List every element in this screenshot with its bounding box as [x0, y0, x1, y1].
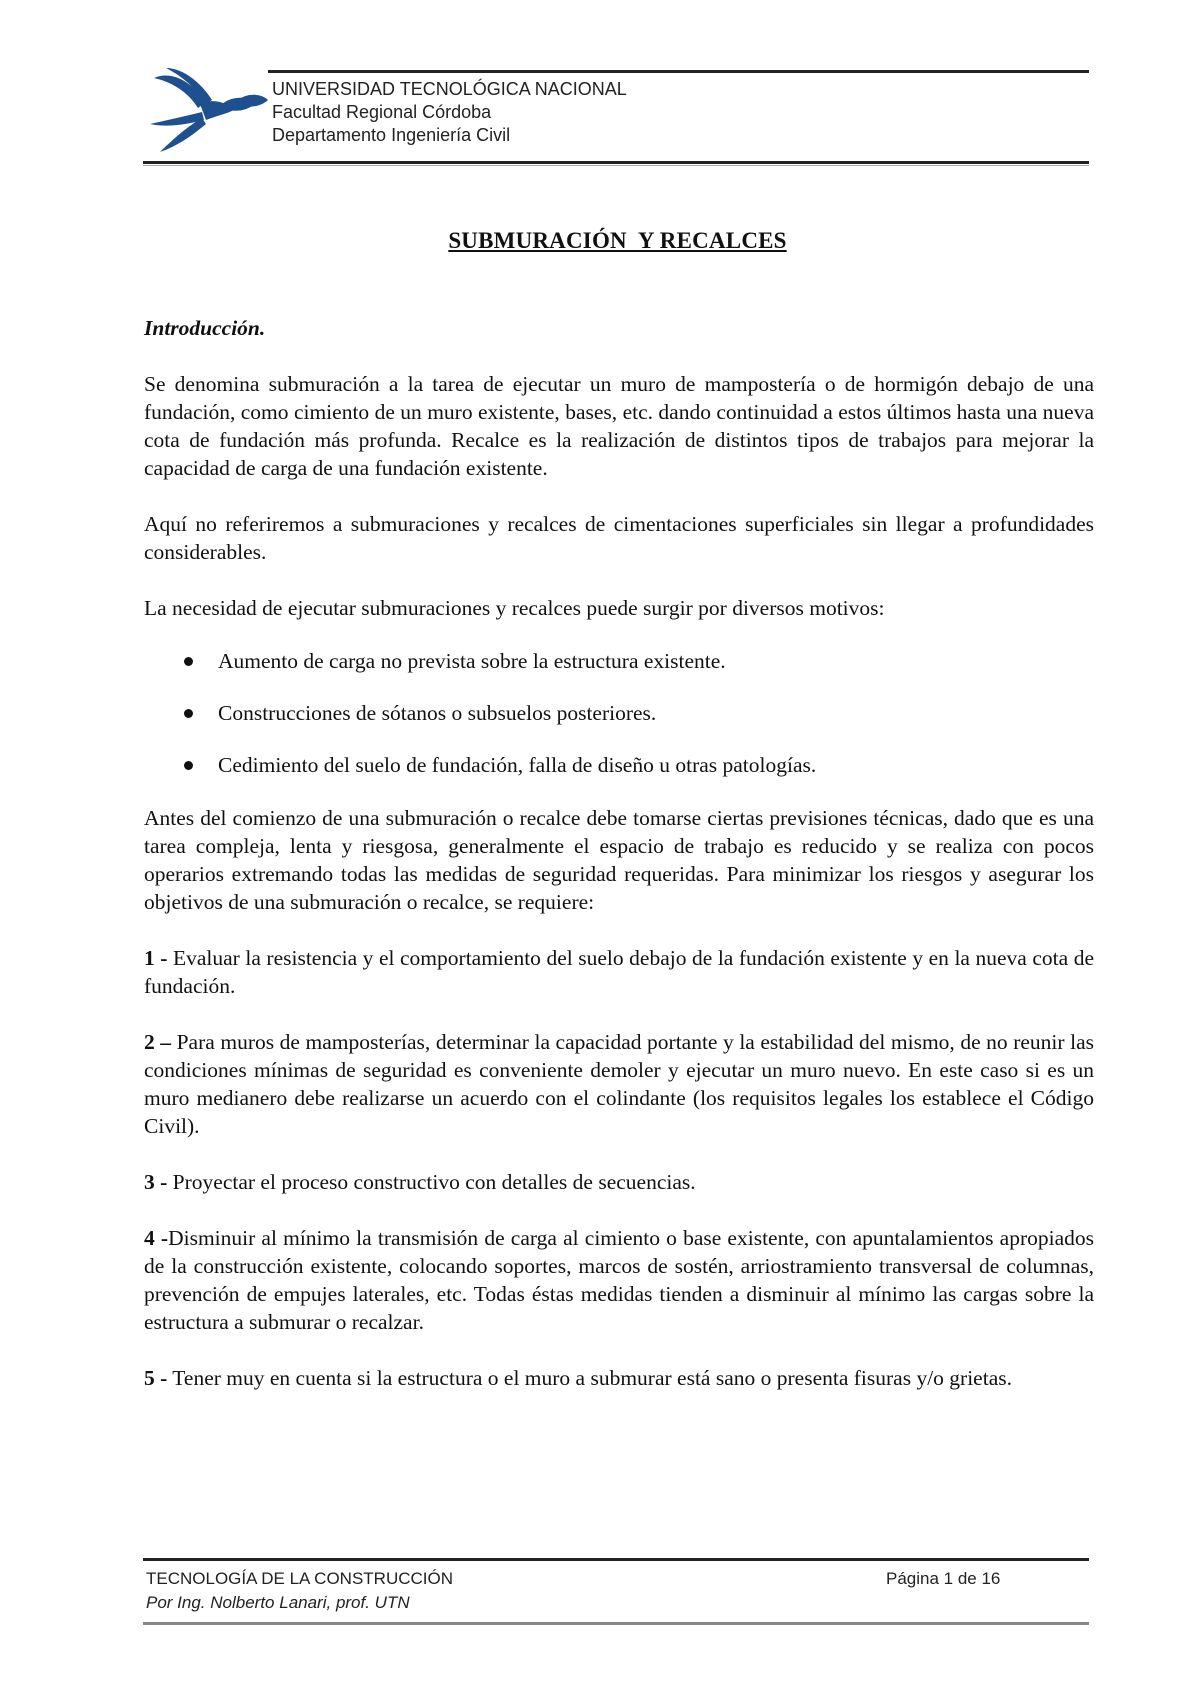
- footer-info: [146, 1567, 453, 1615]
- header-divider-shadow: [143, 165, 1089, 166]
- bullet-icon: [184, 657, 193, 666]
- faculty-name: Facultad Regional Córdoba: [272, 102, 492, 122]
- requirement-item: 3 - Proyectar el proceso constructivo con detalles de secuencias.: [144, 1170, 696, 1194]
- requirement-item: 4 -Disminuir al mínimo la transmisión de carga al cimiento o base existente, con apuntalamientos apropiados de la construcción existente, colocando soportes, marcos de sostén, arriostramiento transversal de columnas, prevención de empujes laterales, etc. Todas éstas medidas tienden a disminuir al mínimo las cargas sobre la estructura a submurar o recalzar.: [144, 1226, 1094, 1334]
- utn-logo-icon: [150, 68, 268, 152]
- paragraph-motives: La necesidad de ejecutar submuraciones y recalces puede surgir por diversos motivos:: [144, 596, 885, 620]
- section-heading: Introducción.: [144, 316, 266, 340]
- header-divider: [143, 161, 1089, 164]
- course-name: TECNOLOGÍA DE LA CONSTRUCCIÓN: [146, 1569, 453, 1588]
- bullet-icon: [184, 709, 193, 718]
- requirement-item: 5 - Tener muy en cuenta si la estructura o el muro a submurar está sano o presenta fisuras y/o grietas.: [144, 1366, 1012, 1390]
- requirement-item: 2 – Para muros de mamposterías, determinar la capacidad portante y la estabilidad del mismo, de no reunir las condiciones mínimas de seguridad es conveniente demoler y ejecutar un muro nuevo. En este caso si es un muro medianero debe realizarse un acuerdo con el colindante (los requisitos legales los establece el Código Civil).: [144, 1030, 1094, 1138]
- footer-bottom-rule: [143, 1622, 1089, 1625]
- list-item: Construcciones de sótanos o subsuelos posteriores.: [144, 699, 1094, 727]
- header-rule: [268, 70, 1089, 73]
- footer-divider: [143, 1558, 1089, 1561]
- university-name: UNIVERSIDAD TECNOLÓGICA NACIONAL: [272, 79, 627, 99]
- bullet-icon: [184, 761, 193, 770]
- paragraph-definition: Se denomina submuración a la tarea de ejecutar un muro de mampostería o de hormigón debajo de una fundación, como cimiento de un muro existente, bases, etc. dando continuidad a estos últimos hasta una nueva cota de fundación más profunda. Recalce es la realización de distintos tipos de trabajos para mejorar la capacidad de carga de una fundación existente.: [144, 372, 1094, 480]
- paragraph-precautions: Antes del comienzo de una submuración o recalce debe tomarse ciertas previsiones técnicas, dado que es una tarea compleja, lenta y riesgosa, generalmente el espacio de trabajo es reducido y se realiza con pocos operarios extremando todas las medidas de seguridad requeridas. Para minimizar los riesgos y asegurar los objetivos de una submuración o recalce, se requiere:: [144, 806, 1094, 914]
- paragraph-scope: Aquí no referiremos a submuraciones y recalces de cimentaciones superficiales sin llegar a profundidades considerables.: [144, 512, 1094, 564]
- department-name: Departamento Ingeniería Civil: [272, 125, 511, 145]
- author-credit: Por Ing. Nolberto Lanari, prof. UTN: [146, 1593, 410, 1612]
- institution-header: [272, 78, 627, 147]
- page-number: Página 1 de 16: [886, 1569, 1001, 1588]
- motives-list: [144, 647, 1094, 779]
- list-item: Aumento de carga no prevista sobre la estructura existente.: [144, 647, 1094, 675]
- document-title: SUBMURACIÓN Y RECALCES: [448, 228, 787, 253]
- requirement-item: 1 - Evaluar la resistencia y el comportamiento del suelo debajo de la fundación existente y en la nueva cota de fundación.: [144, 946, 1094, 998]
- list-item: Cedimiento del suelo de fundación, falla de diseño u otras patologías.: [144, 751, 1094, 779]
- document-body: [144, 314, 1094, 1392]
